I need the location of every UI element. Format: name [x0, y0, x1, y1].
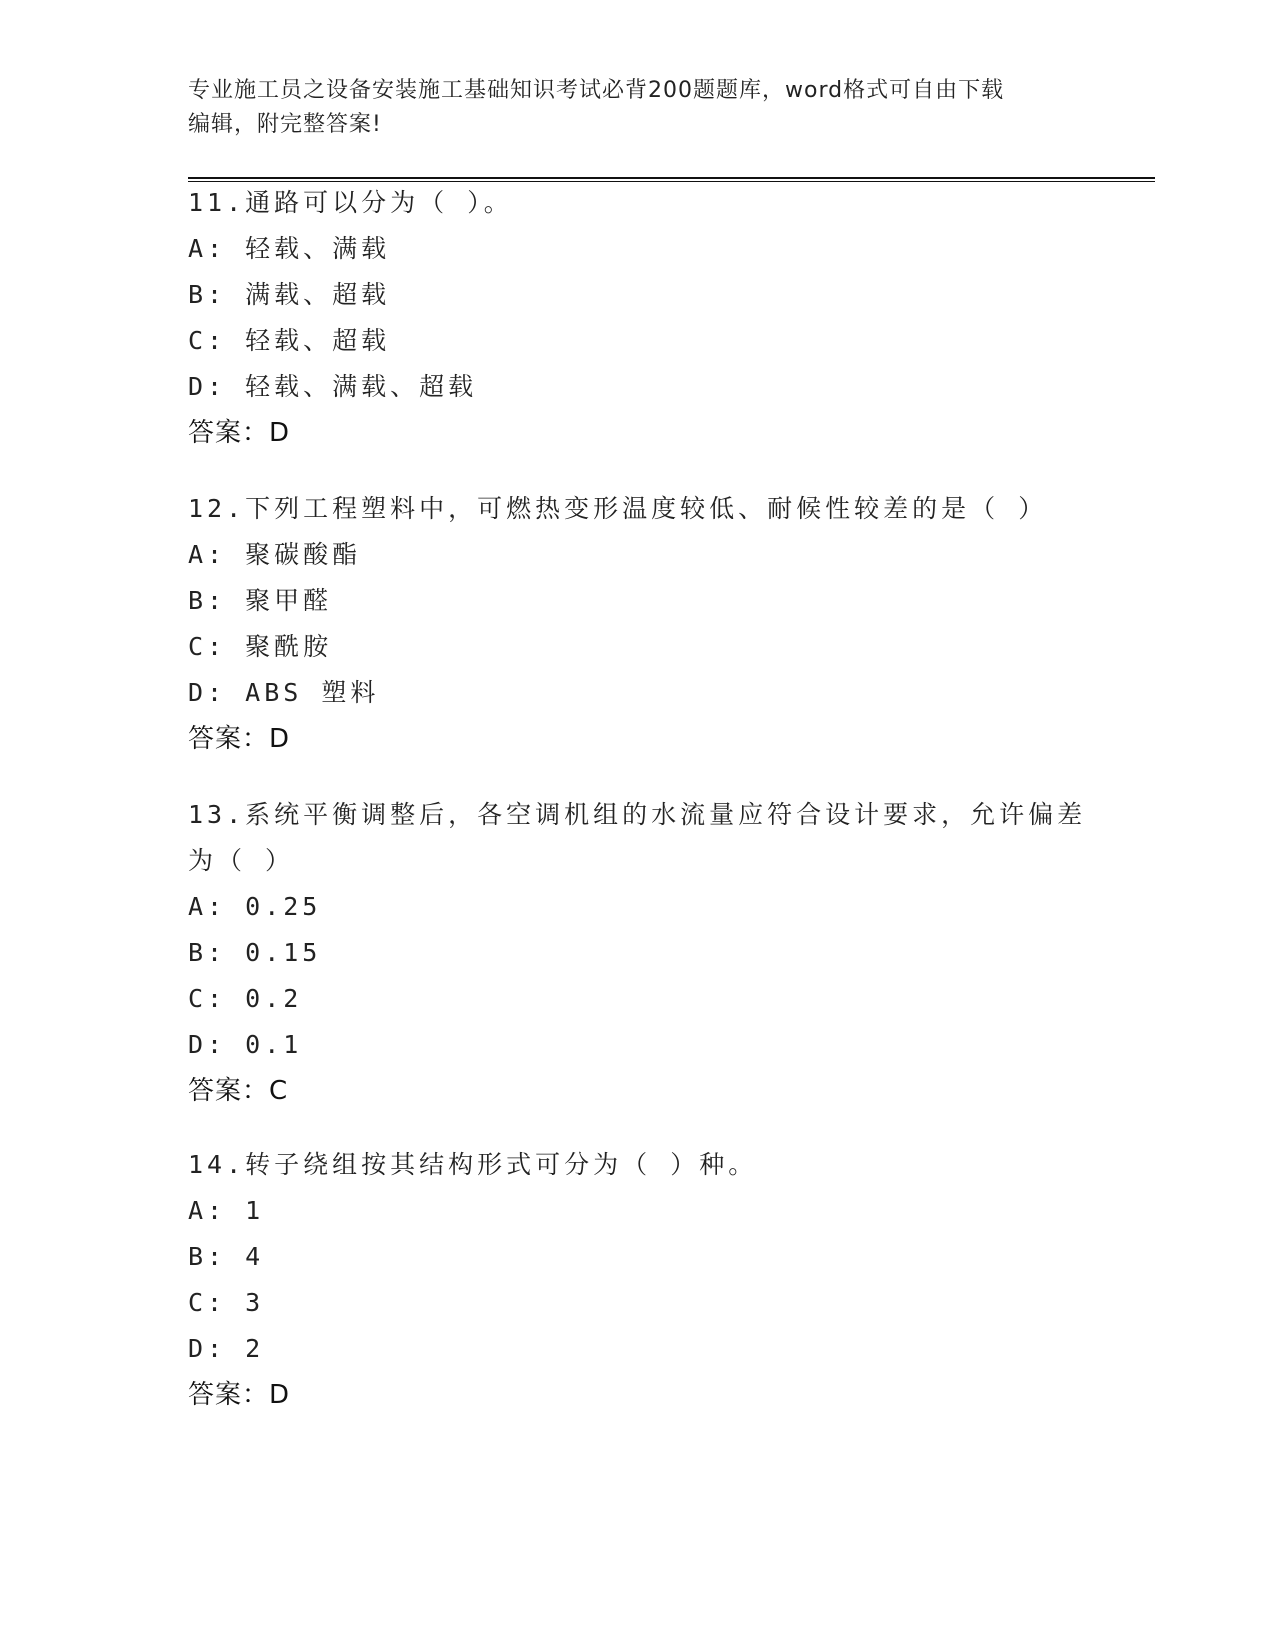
question-12	[188, 486, 1148, 762]
question-14	[188, 1142, 1148, 1418]
answer: 答案：C	[188, 1076, 289, 1106]
option-b: B: 0.15	[188, 938, 322, 967]
option-a: A: 1	[188, 1196, 265, 1225]
question-13	[188, 792, 1148, 1114]
option-a: A: 聚碳酸酯	[188, 540, 362, 569]
option-b: B: 满载、超载	[188, 280, 391, 309]
option-d: D: 0.1	[188, 1030, 303, 1059]
option-d: D: 2	[188, 1334, 265, 1363]
question-stem-line-2: 为（ ）	[188, 846, 295, 875]
option-d: D: 轻载、满载、超载	[188, 372, 478, 401]
answer: 答案：D	[188, 724, 291, 754]
question-stem: 14.转子绕组按其结构形式可分为（ ）种。	[188, 1150, 758, 1179]
document-header	[188, 74, 1088, 142]
answer: 答案：D	[188, 1380, 291, 1410]
option-b: B: 4	[188, 1242, 265, 1271]
question-11	[188, 180, 1148, 456]
option-c: C: 聚酰胺	[188, 632, 333, 661]
option-d: D: ABS 塑料	[188, 678, 380, 707]
question-stem: 11.通路可以分为（ ）。	[188, 188, 513, 217]
option-c: C: 轻载、超载	[188, 326, 391, 355]
header-line-1: 专业施工员之设备安装施工基础知识考试必背200题题库，word格式可自由下载	[188, 78, 1005, 103]
header-divider-thick	[188, 177, 1155, 179]
option-b: B: 聚甲醛	[188, 586, 333, 615]
option-c: C: 3	[188, 1288, 265, 1317]
question-stem-line-1: 13.系统平衡调整后，各空调机组的水流量应符合设计要求，允许偏差	[188, 800, 1087, 829]
answer: 答案：D	[188, 418, 291, 448]
option-a: A: 0.25	[188, 892, 322, 921]
question-stem: 12.下列工程塑料中，可燃热变形温度较低、耐候性较差的是（ ）	[188, 494, 1048, 523]
option-a: A: 轻载、满载	[188, 234, 391, 263]
option-c: C: 0.2	[188, 984, 303, 1013]
header-line-2: 编辑，附完整答案!	[188, 112, 382, 137]
